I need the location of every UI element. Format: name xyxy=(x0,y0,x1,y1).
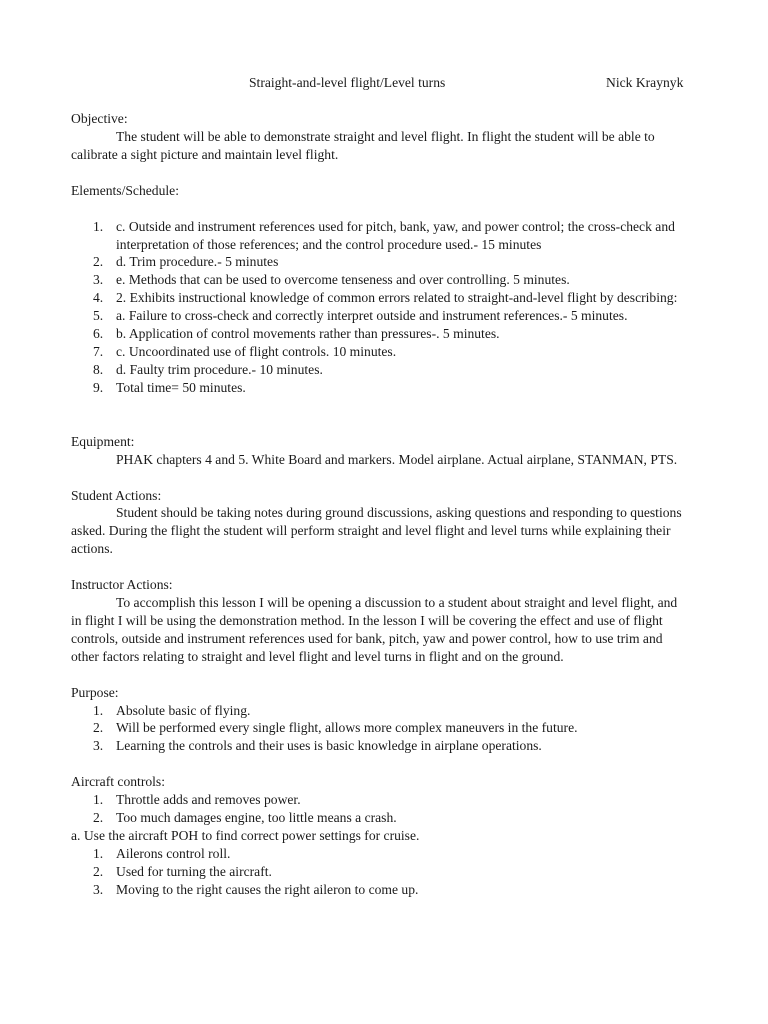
instructor-actions-section xyxy=(71,576,691,666)
purpose-section xyxy=(71,684,691,756)
list-item: 3. Moving to the right causes the right aileron to come up. xyxy=(93,881,419,897)
purpose-heading: Purpose: xyxy=(71,684,119,700)
list-item: 2. Too much damages engine, too little means a crash. xyxy=(93,810,397,826)
ailerons-list xyxy=(71,845,691,899)
list-item: 1. Ailerons control roll. xyxy=(93,845,231,861)
list-item: 5. a. Failure to cross-check and correctly interpret outside and instrument references.- 5 minutes. xyxy=(93,308,628,324)
objective-heading: Objective: xyxy=(71,111,128,126)
list-item: 1. Throttle adds and removes power. xyxy=(93,792,301,808)
list-item: 1. c. Outside and instrument references used for pitch, bank, yaw, and power control; the cross-check and interpretation of those references; and the control procedure used.- 15 minutes xyxy=(93,218,675,252)
equipment-heading: Equipment: xyxy=(71,433,135,449)
equipment-text: PHAK chapters 4 and 5. White Board and markers. Model airplane. Actual airplane, STANMAN, PTS. xyxy=(116,451,678,467)
list-item: 1. Absolute basic of flying. xyxy=(93,702,251,718)
list-item: 2. d. Trim procedure.- 5 minutes xyxy=(93,254,279,270)
list-item: 3. Learning the controls and their uses is basic knowledge in airplane operations. xyxy=(93,738,542,754)
student-actions-text: Student should be taking notes during ground discussions, asking questions and responding to questions asked. During the flight the student will perform straight and level flight and level turns while explaining their actions. xyxy=(71,505,682,557)
list-item: 2. Used for turning the aircraft. xyxy=(93,863,272,879)
power-note: a. Use the aircraft POH to find correct power settings for cruise. xyxy=(71,828,420,843)
list-item: 4. 2. Exhibits instructional knowledge of common errors related to straight-and-level flight by describing: xyxy=(93,290,678,306)
page-header xyxy=(0,74,768,92)
objective-text: The student will be able to demonstrate straight and level flight. In flight the student will be able to calibrate a sight picture and maintain level flight. xyxy=(71,128,655,162)
instructor-actions-text: To accomplish this lesson I will be opening a discussion to a student about straight and level flight, and in flight I will be using the demonstration method. In the lesson I will be covering the effect and use of flight controls, outside and instrument references used for bank, pitch, yaw and power control, how to use trim and other factors relating to straight and level flight and level turns in flight and on the ground. xyxy=(71,595,678,664)
list-item: 7. c. Uncoordinated use of flight controls. 10 minutes. xyxy=(93,343,397,359)
list-item: 6. b. Application of control movements rather than pressures-. 5 minutes. xyxy=(93,326,500,342)
objective-section xyxy=(71,110,691,164)
throttle-list xyxy=(71,791,691,827)
elements-section xyxy=(71,182,691,397)
list-item: 3. e. Methods that can be used to overcome tenseness and over controlling. 5 minutes. xyxy=(93,272,570,288)
elements-list xyxy=(71,218,691,397)
student-actions-heading: Student Actions: xyxy=(71,487,162,503)
aircraft-controls-heading: Aircraft controls: xyxy=(71,774,165,790)
equipment-section xyxy=(71,433,691,469)
document-body xyxy=(71,110,691,899)
student-actions-section xyxy=(71,487,691,559)
purpose-list xyxy=(71,702,691,756)
aircraft-controls-section xyxy=(71,773,691,898)
document-title: Straight-and-level flight/Level turns xyxy=(249,75,446,90)
list-item: 2. Will be performed every single flight, allows more complex maneuvers in the future. xyxy=(93,720,578,736)
list-item: 9. Total time= 50 minutes. xyxy=(93,379,246,395)
elements-heading: Elements/Schedule: xyxy=(71,182,179,198)
instructor-actions-heading: Instructor Actions: xyxy=(71,577,173,593)
author-name: Nick Kraynyk xyxy=(606,75,684,90)
list-item: 8. d. Faulty trim procedure.- 10 minutes. xyxy=(93,361,323,377)
